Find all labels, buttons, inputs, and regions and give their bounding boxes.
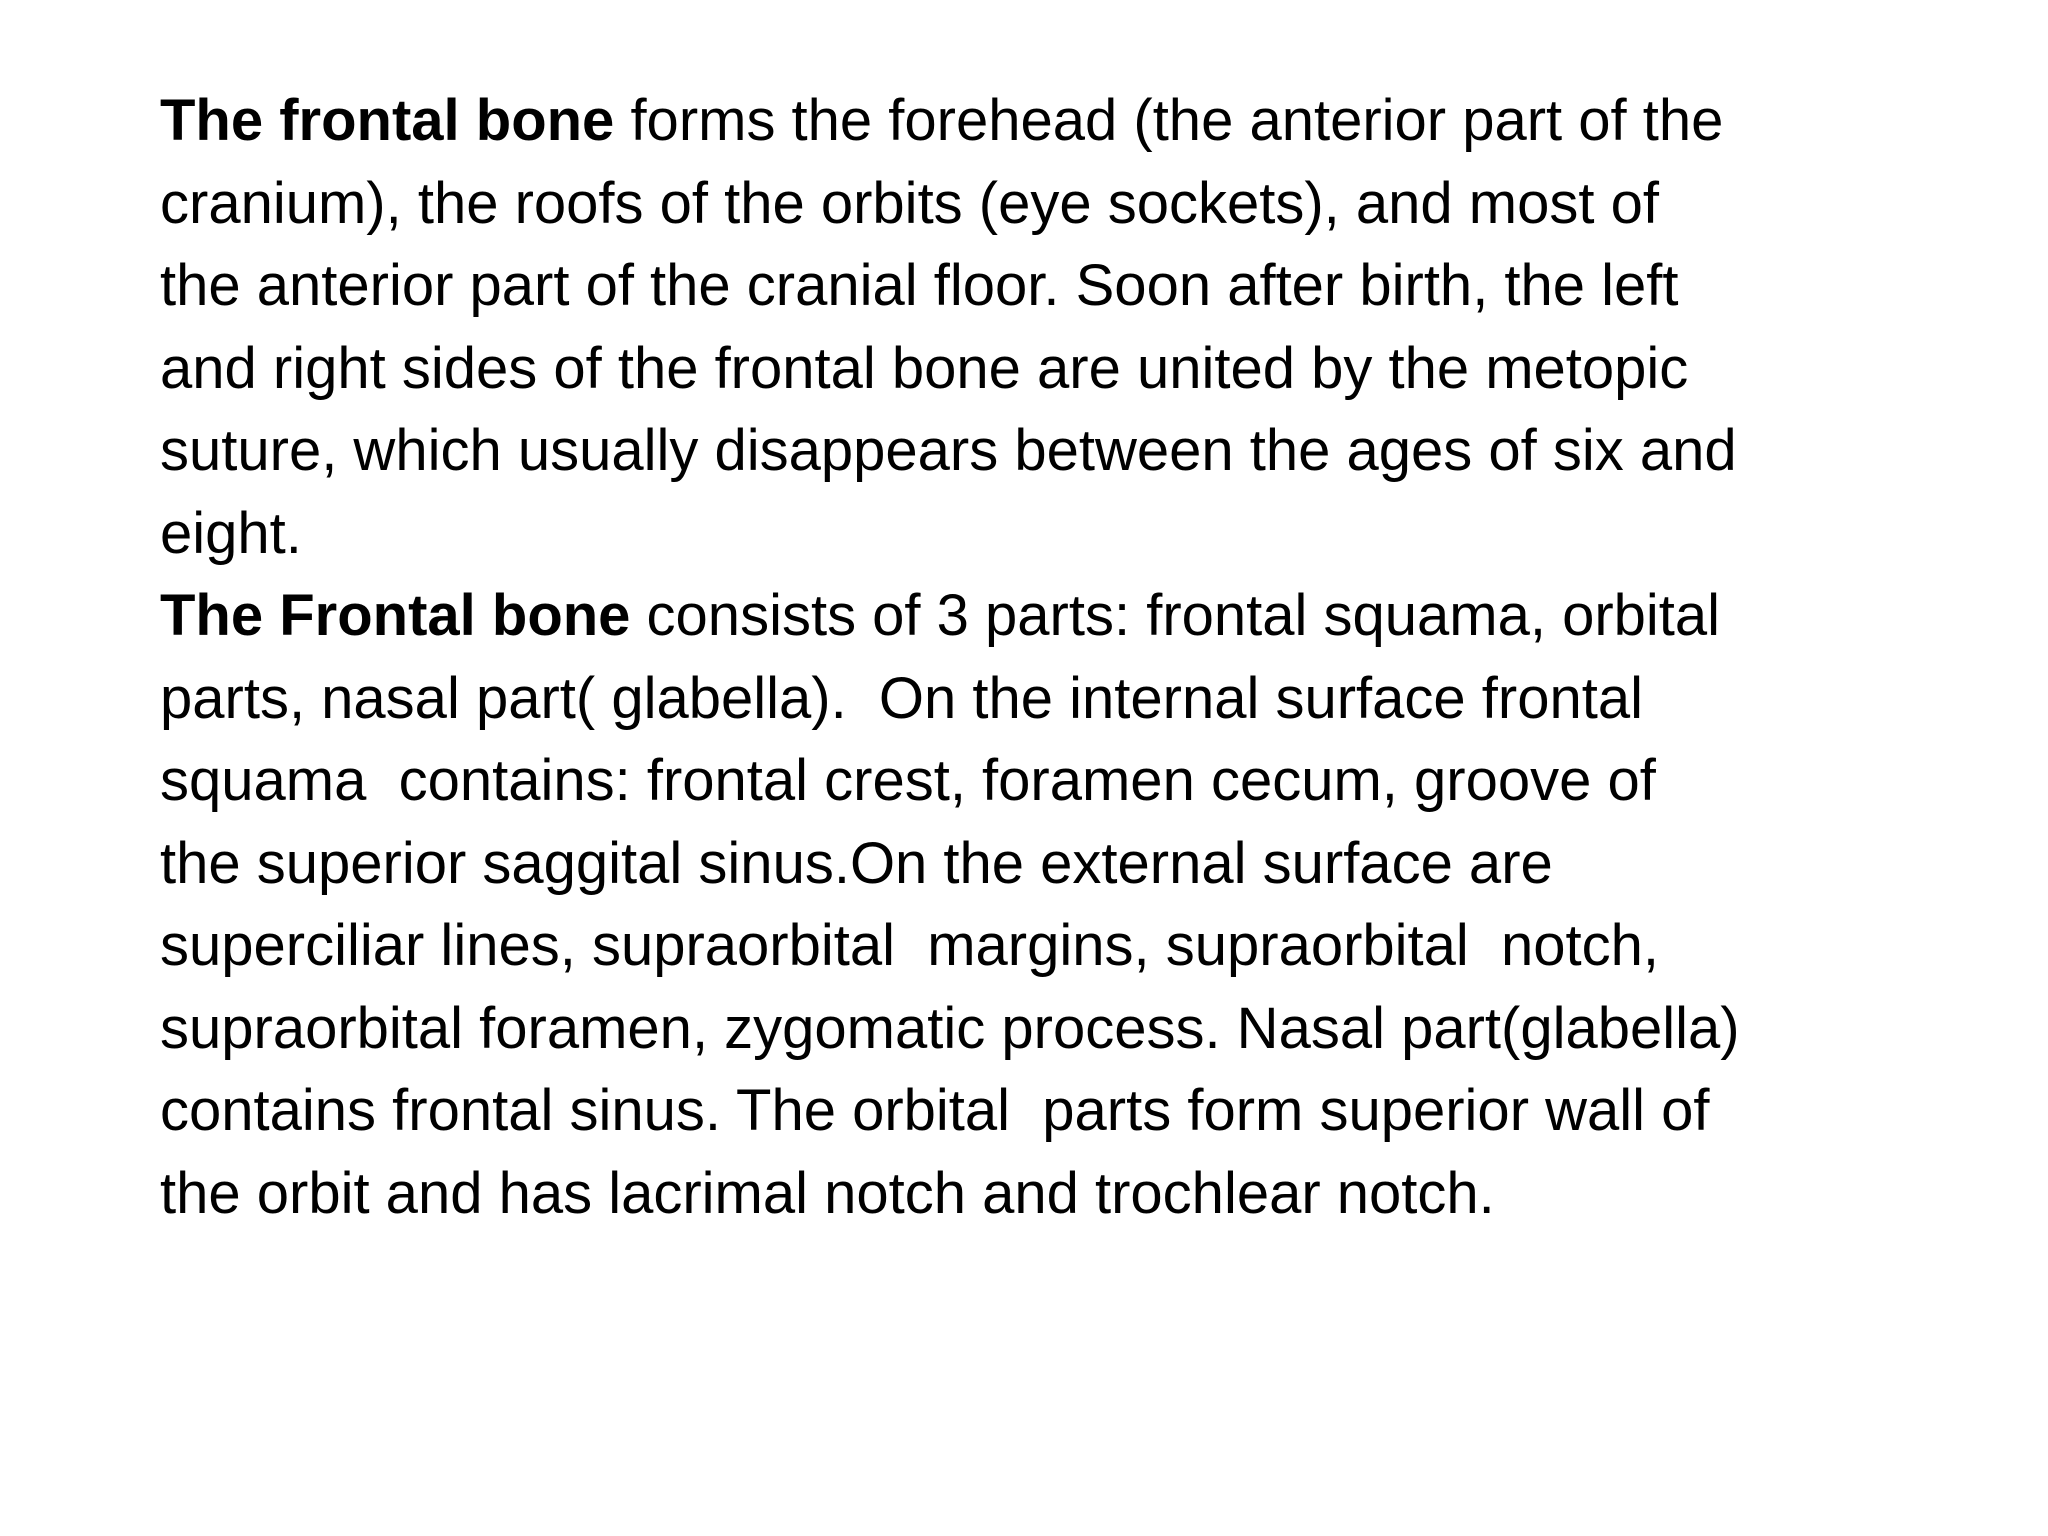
text-line <box>160 575 1940 658</box>
text-line: eight. <box>160 500 302 566</box>
text-line: parts, nasal part( glabella). On the internal surface frontal <box>160 665 1643 731</box>
slide-body-text <box>160 80 1940 1235</box>
text-line: the orbit and has lacrimal notch and trochlear notch. <box>160 1160 1495 1226</box>
text-line: the superior saggital sinus.On the external surface are <box>160 830 1553 896</box>
text-line: cranium), the roofs of the orbits (eye sockets), and most of <box>160 170 1659 236</box>
text-line: supraorbital foramen, zygomatic process. Nasal part(glabella) <box>160 995 1740 1061</box>
text-fragment: consists of 3 parts: frontal squama, orbital <box>630 583 1721 648</box>
bold-term-frontal-bone: The frontal bone <box>160 88 615 153</box>
text-fragment: forms the forehead (the anterior part of the <box>614 88 1724 153</box>
text-line: squama contains: frontal crest, foramen cecum, groove of <box>160 748 1656 813</box>
text-line: and right sides of the frontal bone are united by the metopic <box>160 335 1689 401</box>
text-line <box>160 80 1940 163</box>
text-line: contains frontal sinus. The orbital parts form superior wall of <box>160 1078 1710 1143</box>
text-line: suture, which usually disappears between the ages of six and <box>160 418 1737 483</box>
text-line: superciliar lines, supraorbital margins, supraorbital notch, <box>160 913 1660 978</box>
bold-term-frontal-bone-2: The Frontal bone <box>160 583 631 648</box>
text-line: the anterior part of the cranial floor. Soon after birth, the left <box>160 253 1679 318</box>
